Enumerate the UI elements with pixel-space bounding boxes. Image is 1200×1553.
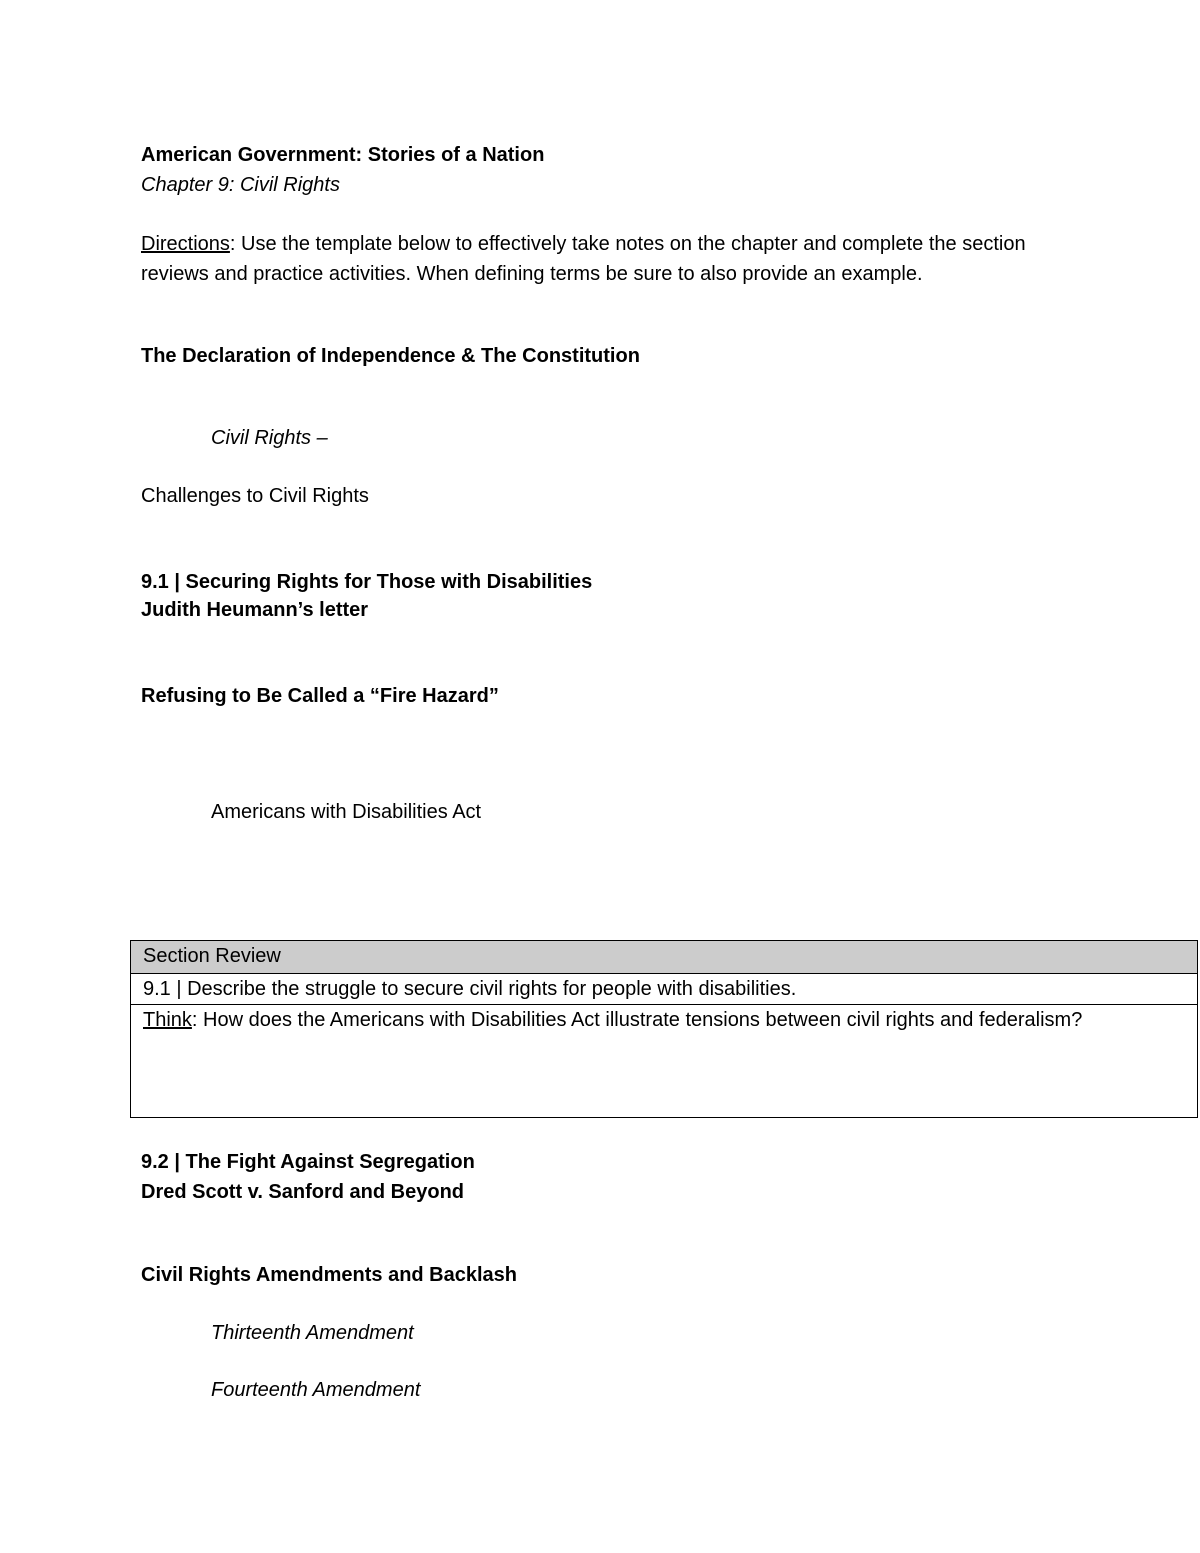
- section-review-header: Section Review: [131, 941, 1198, 974]
- section-9-1-heading: 9.1 | Securing Rights for Those with Disabilities: [141, 571, 593, 593]
- amendments-heading: Civil Rights Amendments and Backlash: [141, 1264, 518, 1286]
- directions-paragraph: [141, 230, 1061, 289]
- section-review-table: [130, 940, 1198, 1118]
- ada-term: Americans with Disabilities Act: [211, 801, 482, 823]
- heumann-letter-subheading: Judith Heumann’s letter: [141, 599, 369, 621]
- section-review-objective-row: [131, 974, 1198, 1005]
- section-review-think-row: [131, 1005, 1198, 1118]
- dred-scott-subheading: Dred Scott v. Sanford and Beyond: [141, 1181, 464, 1203]
- think-label: Think: [143, 1009, 192, 1031]
- challenges-subheading: Challenges to Civil Rights: [141, 485, 369, 507]
- section-review-header-row: [131, 941, 1198, 974]
- section-review-think-cell[interactable]: [131, 1005, 1198, 1118]
- thirteenth-amendment-term: Thirteenth Amendment: [211, 1322, 414, 1344]
- directions-label: Directions: [141, 233, 230, 255]
- declaration-heading: The Declaration of Independence & The Constitution: [141, 345, 640, 367]
- document-title: American Government: Stories of a Nation: [141, 144, 545, 166]
- civil-rights-term: Civil Rights –: [211, 427, 328, 449]
- fourteenth-amendment-term: Fourteenth Amendment: [211, 1379, 421, 1401]
- directions-text: : Use the template below to effectively take notes on the chapter and complete the section reviews and practice activities. When defining terms be sure to also provide an example.: [141, 233, 1026, 285]
- section-9-2-heading: 9.2 | The Fight Against Segregation: [141, 1151, 475, 1173]
- fire-hazard-heading: Refusing to Be Called a “Fire Hazard”: [141, 685, 499, 707]
- think-question: : How does the Americans with Disabilities Act illustrate tensions between civil rights and federalism?: [191, 1009, 1083, 1031]
- chapter-subtitle: Chapter 9: Civil Rights: [141, 174, 340, 196]
- section-review-objective: 9.1 | Describe the struggle to secure civil rights for people with disabilities.: [131, 974, 1198, 1005]
